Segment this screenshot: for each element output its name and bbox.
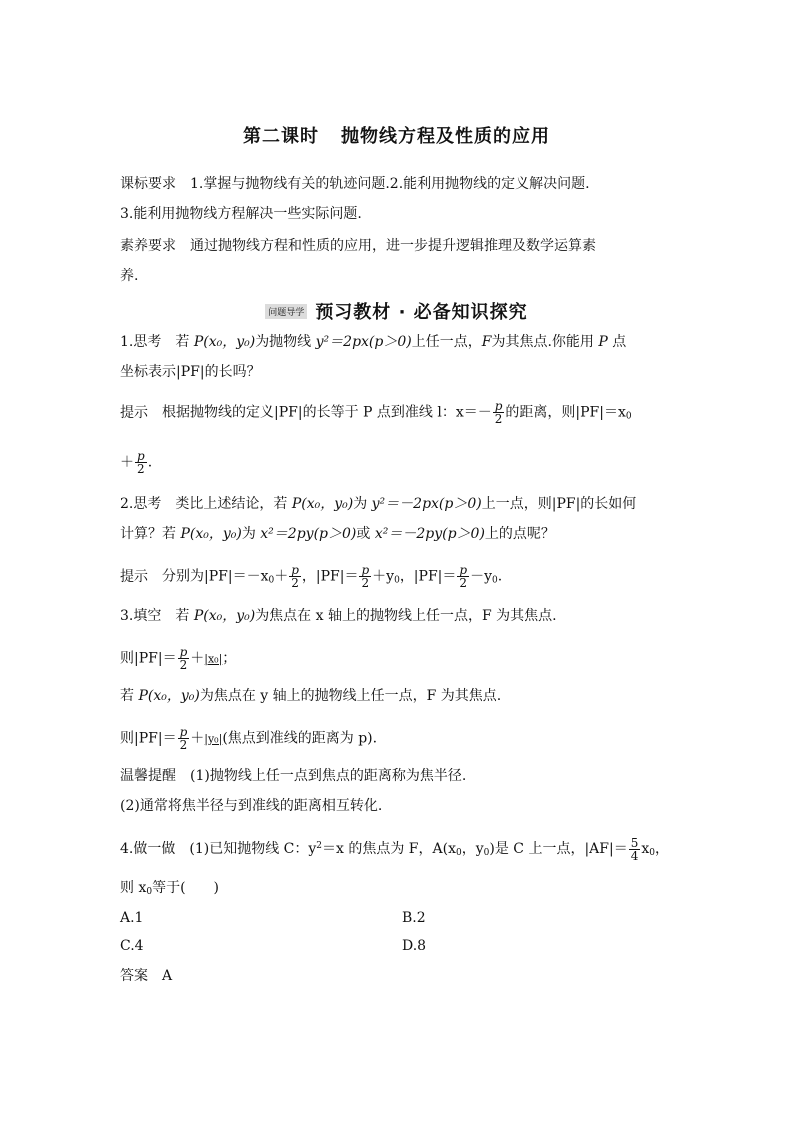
q4-t2: ＝x 的焦点为 F，A(x [322,841,456,857]
sub0: 0 [625,411,632,422]
q4-t3: ，y [461,841,484,857]
frac-den: 2 [179,738,188,752]
hint1-frac1 [493,400,505,425]
q3-frac1 [178,646,190,671]
hint2-label: 提示 [120,568,148,585]
frac-num: 5 [630,835,639,850]
frac-num: p [459,563,468,577]
hint2-t5: ，|PF|＝ [399,568,457,585]
option-b: B.2 [402,910,426,926]
q3-line4 [120,726,680,751]
hint1-frac2 [135,450,147,475]
reminder-t2: (2)通常将焦半径与到准线的距离相互转化. [120,798,383,814]
q3-l4b: ＋ [190,730,205,747]
q2-t2: 为 [353,496,372,512]
hint2-t6: －y [470,568,492,585]
q2-l2c: 或 [356,526,375,542]
hint1-t1: 根据抛物线的定义|PF|的长等于 P 点到准线 l：x＝－ [162,404,492,421]
q4-frac [629,837,641,862]
frac-den: 4 [630,848,639,863]
hint1-label: 提示 [120,404,148,421]
q1-t4: 为其焦点.你能用 [491,334,599,350]
frac-num: p [291,563,299,577]
hint2-line [120,564,680,591]
q2-point2: P(x₀，y₀) [180,526,242,542]
title-part2: 抛物线方程及性质的应用 [341,126,550,147]
q4-l2a: 则 x [120,880,147,896]
q1-t3: 上任一点， [411,334,482,350]
option-a: A.1 [120,910,144,926]
q3-l3b: 为焦点在 y 轴上的抛物线上任一点，F 为其焦点. [199,688,502,704]
q3-l2c: ； [222,650,237,667]
q3-fill2: |y₀| [204,732,223,746]
q3-line1 [120,606,680,626]
reminder-label: 温馨提醒 [120,768,176,784]
hint1-line2 [120,450,680,475]
q3-l4c: (焦点到准线的距离为 p). [222,730,378,747]
q3-label: 3.填空 [120,608,162,624]
q1-P: P [598,334,608,350]
sub0: 0 [455,848,462,858]
kebiao-text1: 1.掌握与抛物线有关的轨迹问题.2.能利用抛物线的定义解决问题. [190,176,590,192]
frac-num: p [179,725,188,739]
sub0: 0 [483,848,490,858]
q2-line1 [120,494,680,514]
q2-parabola3: x²＝2py(p＞0) [260,526,357,542]
title-part1: 第二课时 [243,126,319,147]
q1-t5: 点 [607,334,627,350]
suyang-text2: 养. [120,268,139,284]
q3-l3a: 若 [120,688,139,704]
kebiao-text2: 3.能利用抛物线方程解决一些实际问题. [120,206,362,222]
option-c: C.4 [120,938,144,954]
frac-den: 2 [291,576,299,590]
kebiao-label: 课标要求 [120,176,176,192]
frac-den: 2 [459,576,468,590]
q3-fill1: |x₀| [204,652,223,666]
page-title [0,122,793,148]
sub0: 0 [394,575,400,586]
q2-line2 [120,524,680,544]
sup2: 2 [316,841,322,851]
hint1-t2: 的距离，则|PF|＝x [505,404,626,421]
frac-num: p [137,449,145,463]
hint1-line1 [120,400,680,427]
section-heading [0,298,793,324]
hint2-frac2 [359,564,371,589]
frac-den: 2 [494,412,503,426]
q3-t1: 若 [175,608,194,624]
q3-line2 [120,646,680,671]
hint2-t4: ＋y [372,568,395,585]
frac-den: 2 [179,658,188,672]
q2-t1: 类比上述结论，若 [175,496,292,512]
reminder-t1: (1)抛物线上任一点到焦点的距离称为焦半径. [190,768,467,784]
hint1-t4: . [147,454,153,471]
suyang-line1 [120,236,680,256]
q1-label: 1.思考 [120,334,162,350]
frac-num: p [361,563,370,577]
frac-den: 2 [361,576,370,590]
reminder-line1 [120,766,680,786]
q4-line2 [120,878,680,902]
hint2-t1: 分别为|PF|＝－x [162,568,269,585]
q4-t5: x [641,841,650,857]
q3-l2a: 则|PF|＝ [120,650,177,667]
section-badge: 问题导学 [265,304,307,319]
sub0: 0 [146,887,153,897]
q3-l2b: ＋ [190,650,205,667]
q3-t2: 为焦点在 x 轴上的抛物线上任一点，F 为其焦点. [255,608,557,624]
q1-point: P(x₀，y₀) [193,334,256,350]
frac-num: p [494,399,503,413]
q2-l2b: 为 [241,526,261,542]
answer-value: A [162,968,173,984]
suyang-line2 [120,266,680,286]
q1-line1 [120,332,680,352]
sub0: 0 [492,575,498,586]
suyang-label: 素养要求 [120,238,176,254]
q3-point2: P(x₀，y₀) [138,688,200,704]
q3-frac2 [178,726,190,751]
q3-point: P(x₀，y₀) [193,608,256,624]
answer-line [120,966,680,986]
q4-label: 4.做一做 [120,841,176,857]
q2-parabola: y²＝－2px(p＞0) [371,496,482,512]
q2-label: 2.思考 [120,496,162,512]
kebiao-line1 [120,174,680,194]
q4-line1 [120,836,680,863]
kebiao-line2 [120,204,680,224]
q2-l2d: 上的点呢？ [484,526,555,542]
hint2-t3: ，|PF|＝ [301,568,359,585]
sub0: 0 [268,575,275,586]
frac-num: p [179,645,188,659]
answer-label: 答案 [120,968,148,984]
q1-t2: 为抛物线 [255,334,316,350]
hint2-frac1 [289,564,301,589]
q4-t6: ， [655,841,669,857]
q4-l2b: 等于( ) [152,880,220,896]
q3-line3 [120,686,680,706]
hint2-frac3 [457,564,469,589]
hint2-t2: ＋ [274,568,289,585]
sub0: 0 [649,848,655,858]
q1-parabola: y²＝2px(p＞0) [315,334,412,350]
q1-line2 [120,362,680,382]
q2-l2a: 计算？若 [120,526,181,542]
option-d: D.8 [402,938,427,954]
q2-parabola4: x²＝－2py(p＞0) [374,526,485,542]
hint1-t3: ＋ [120,454,134,471]
q4-t1: (1)已知抛物线 C：y [189,841,317,857]
q4-t4: )是 C 上一点，|AF|＝ [489,841,628,857]
q1-F: F [481,334,492,350]
frac-den: 2 [137,462,145,476]
q3-l4a: 则|PF|＝ [120,730,177,747]
section-title: 预习教材 · 必备知识探究 [315,302,528,323]
q1-line2-text: 坐标表示|PF|的长吗？ [120,364,261,380]
hint2-t7: . [497,568,503,585]
suyang-text1: 通过抛物线方程和性质的应用，进一步提升逻辑推理及数学运算素 [190,238,596,254]
reminder-line2 [120,796,680,816]
q2-t3: 上一点，则|PF|的长如何 [481,496,637,512]
q2-point: P(x₀，y₀) [291,496,354,512]
q1-t1: 若 [175,334,194,350]
